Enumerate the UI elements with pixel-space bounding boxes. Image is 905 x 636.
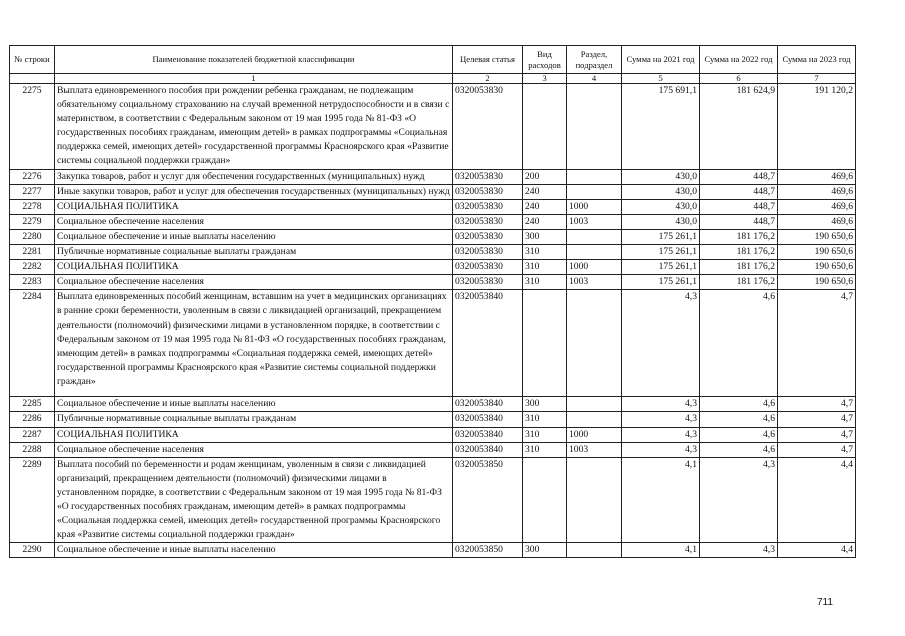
expense-type-code: 310 bbox=[523, 275, 567, 290]
table-row bbox=[10, 260, 856, 275]
sum-2021: 175 691,1 bbox=[622, 84, 700, 170]
sum-2022: 4,3 bbox=[700, 543, 778, 558]
expense-type-code: 300 bbox=[523, 543, 567, 558]
header-expense-type: Вид расходов bbox=[523, 46, 567, 74]
table-row bbox=[10, 169, 856, 184]
section-code bbox=[567, 245, 622, 260]
section-code: 1000 bbox=[567, 199, 622, 214]
sum-2021: 175 261,1 bbox=[622, 275, 700, 290]
table-row bbox=[10, 275, 856, 290]
table-row bbox=[10, 84, 856, 170]
sum-2023: 4,4 bbox=[778, 543, 856, 558]
indicator-name: Социальное обеспечение и иные выплаты населению bbox=[55, 229, 453, 244]
row-number: 2289 bbox=[10, 457, 55, 543]
row-number: 2286 bbox=[10, 412, 55, 427]
table-body bbox=[10, 84, 856, 558]
target-item-code: 0320053830 bbox=[453, 214, 523, 229]
expense-type-code bbox=[523, 457, 567, 543]
target-item-code: 0320053840 bbox=[453, 412, 523, 427]
expense-type-code: 310 bbox=[523, 245, 567, 260]
table-row bbox=[10, 442, 856, 457]
section-code: 1000 bbox=[567, 260, 622, 275]
column-index-row bbox=[10, 74, 856, 84]
sum-2021: 430,0 bbox=[622, 184, 700, 199]
target-item-code: 0320053840 bbox=[453, 427, 523, 442]
sum-2022: 448,7 bbox=[700, 169, 778, 184]
row-number: 2285 bbox=[10, 397, 55, 412]
indicator-name: Публичные нормативные социальные выплаты гражданам bbox=[55, 245, 453, 260]
section-code: 1003 bbox=[567, 442, 622, 457]
sum-2021: 175 261,1 bbox=[622, 260, 700, 275]
sum-2022: 4,6 bbox=[700, 442, 778, 457]
table-row bbox=[10, 412, 856, 427]
target-item-code: 0320053840 bbox=[453, 442, 523, 457]
sum-2023: 469,6 bbox=[778, 169, 856, 184]
column-index: 6 bbox=[700, 74, 778, 84]
row-number: 2288 bbox=[10, 442, 55, 457]
column-index: 4 bbox=[567, 74, 622, 84]
table-row bbox=[10, 543, 856, 558]
sum-2023: 4,7 bbox=[778, 427, 856, 442]
expense-type-code: 300 bbox=[523, 397, 567, 412]
header-sum-2022: Сумма на 2022 год bbox=[700, 46, 778, 74]
sum-2023: 4,7 bbox=[778, 397, 856, 412]
sum-2023: 4,4 bbox=[778, 457, 856, 543]
sum-2023: 190 650,6 bbox=[778, 275, 856, 290]
sum-2022: 181 176,2 bbox=[700, 229, 778, 244]
indicator-name: Иные закупки товаров, работ и услуг для обеспечения государственных (муниципальных) нужд bbox=[55, 184, 453, 199]
expense-type-code: 240 bbox=[523, 199, 567, 214]
expense-type-code: 310 bbox=[523, 260, 567, 275]
sum-2023: 4,7 bbox=[778, 290, 856, 397]
sum-2022: 4,6 bbox=[700, 427, 778, 442]
table-row bbox=[10, 184, 856, 199]
sum-2022: 181 624,9 bbox=[700, 84, 778, 170]
sum-2022: 4,3 bbox=[700, 457, 778, 543]
sum-2021: 430,0 bbox=[622, 214, 700, 229]
target-item-code: 0320053830 bbox=[453, 169, 523, 184]
table-row bbox=[10, 245, 856, 260]
target-item-code: 0320053840 bbox=[453, 397, 523, 412]
expense-type-code: 310 bbox=[523, 442, 567, 457]
sum-2022: 448,7 bbox=[700, 214, 778, 229]
target-item-code: 0320053830 bbox=[453, 229, 523, 244]
target-item-code: 0320053830 bbox=[453, 275, 523, 290]
column-index: 3 bbox=[523, 74, 567, 84]
sum-2022: 181 176,2 bbox=[700, 260, 778, 275]
expense-type-code: 310 bbox=[523, 427, 567, 442]
sum-2022: 181 176,2 bbox=[700, 245, 778, 260]
page-number: 711 bbox=[817, 597, 833, 608]
table-row bbox=[10, 290, 856, 397]
row-number: 2287 bbox=[10, 427, 55, 442]
row-number: 2284 bbox=[10, 290, 55, 397]
sum-2021: 430,0 bbox=[622, 169, 700, 184]
target-item-code: 0320053830 bbox=[453, 199, 523, 214]
column-index: 2 bbox=[453, 74, 523, 84]
section-code bbox=[567, 290, 622, 397]
sum-2021: 4,3 bbox=[622, 412, 700, 427]
indicator-name: СОЦИАЛЬНАЯ ПОЛИТИКА bbox=[55, 199, 453, 214]
expense-type-code: 240 bbox=[523, 214, 567, 229]
target-item-code: 0320053830 bbox=[453, 184, 523, 199]
sum-2023: 4,7 bbox=[778, 412, 856, 427]
table-row bbox=[10, 427, 856, 442]
section-code bbox=[567, 169, 622, 184]
table-row bbox=[10, 457, 856, 543]
header-indicator-name: Паименование показателей бюджетной классификации bbox=[55, 46, 453, 74]
indicator-name: Социальное обеспечение и иные выплаты населению bbox=[55, 543, 453, 558]
header-row-number: № строки bbox=[10, 46, 55, 74]
sum-2021: 4,3 bbox=[622, 290, 700, 397]
expense-type-code: 200 bbox=[523, 169, 567, 184]
target-item-code: 0320053830 bbox=[453, 245, 523, 260]
indicator-name: Социальное обеспечение и иные выплаты населению bbox=[55, 397, 453, 412]
section-code bbox=[567, 184, 622, 199]
column-index: 5 bbox=[622, 74, 700, 84]
section-code: 1003 bbox=[567, 214, 622, 229]
sum-2023: 190 650,6 bbox=[778, 260, 856, 275]
header-sum-2021: Сумма на 2021 год bbox=[622, 46, 700, 74]
target-item-code: 0320053830 bbox=[453, 84, 523, 170]
target-item-code: 0320053850 bbox=[453, 457, 523, 543]
indicator-name: Закупка товаров, работ и услуг для обеспечения государственных (муниципальных) нужд bbox=[55, 169, 453, 184]
budget-table bbox=[9, 45, 856, 558]
sum-2023: 190 650,6 bbox=[778, 245, 856, 260]
sum-2021: 4,3 bbox=[622, 442, 700, 457]
row-number: 2280 bbox=[10, 229, 55, 244]
indicator-name: Социальное обеспечение населения bbox=[55, 214, 453, 229]
column-index bbox=[10, 74, 55, 84]
header-target-item: Целевая статья bbox=[453, 46, 523, 74]
column-index: 1 bbox=[55, 74, 453, 84]
row-number: 2281 bbox=[10, 245, 55, 260]
header-sum-2023: Сумма на 2023 год bbox=[778, 46, 856, 74]
expense-type-code: 310 bbox=[523, 412, 567, 427]
section-code bbox=[567, 229, 622, 244]
indicator-name: СОЦИАЛЬНАЯ ПОЛИТИКА bbox=[55, 260, 453, 275]
row-number: 2283 bbox=[10, 275, 55, 290]
sum-2021: 175 261,1 bbox=[622, 229, 700, 244]
section-code: 1000 bbox=[567, 427, 622, 442]
header-section: Раздел, подраздел bbox=[567, 46, 622, 74]
section-code bbox=[567, 457, 622, 543]
expense-type-code bbox=[523, 84, 567, 170]
sum-2023: 469,6 bbox=[778, 214, 856, 229]
sum-2022: 448,7 bbox=[700, 199, 778, 214]
header-row bbox=[10, 46, 856, 74]
sum-2021: 4,3 bbox=[622, 427, 700, 442]
row-number: 2275 bbox=[10, 84, 55, 170]
indicator-name: Публичные нормативные социальные выплаты гражданам bbox=[55, 412, 453, 427]
section-code bbox=[567, 543, 622, 558]
section-code: 1003 bbox=[567, 275, 622, 290]
sum-2021: 175 261,1 bbox=[622, 245, 700, 260]
indicator-name: Выплата пособий по беременности и родам женщинам, уволенным в связи с ликвидацией организаций, прекращением деятельности (полномочий) физическими лицами в установленном порядке, в соответствии с Федеральным законом от 19 мая 1995 года № 81-ФЗ «О государственных пособиях гражданам, имеющим детей» в рамках подпрограммы «Социальная поддержка семей, имеющих детей» государственной программы Красноярского края «Развитие системы социальной поддержки граждан» bbox=[55, 457, 453, 543]
sum-2023: 190 650,6 bbox=[778, 229, 856, 244]
indicator-name: СОЦИАЛЬНАЯ ПОЛИТИКА bbox=[55, 427, 453, 442]
section-code bbox=[567, 397, 622, 412]
row-number: 2282 bbox=[10, 260, 55, 275]
target-item-code: 0320053830 bbox=[453, 260, 523, 275]
section-code bbox=[567, 412, 622, 427]
expense-type-code: 300 bbox=[523, 229, 567, 244]
table-row bbox=[10, 229, 856, 244]
row-number: 2290 bbox=[10, 543, 55, 558]
sum-2023: 4,7 bbox=[778, 442, 856, 457]
target-item-code: 0320053840 bbox=[453, 290, 523, 397]
sum-2023: 469,6 bbox=[778, 199, 856, 214]
expense-type-code bbox=[523, 290, 567, 397]
table-row bbox=[10, 397, 856, 412]
row-number: 2278 bbox=[10, 199, 55, 214]
sum-2021: 4,3 bbox=[622, 397, 700, 412]
expense-type-code: 240 bbox=[523, 184, 567, 199]
indicator-name: Выплата единовременных пособий женщинам, вставшим на учет в медицинских организациях в ранние сроки беременности, уволенным в связи с ликвидацией организаций, прекращением деятельности (полномочий) физическими лицами в установленном порядке, в соответствии с Федеральным законом от 19 мая 1995 года № 81-ФЗ «О государственных пособиях гражданам, имеющим детей» в рамках подпрограммы «Социальная поддержка семей, имеющих детей» государственной программы Красноярского края «Развитие системы социальной поддержки граждан» bbox=[55, 290, 453, 397]
sum-2022: 4,6 bbox=[700, 412, 778, 427]
sum-2022: 448,7 bbox=[700, 184, 778, 199]
table-row bbox=[10, 214, 856, 229]
table-row bbox=[10, 199, 856, 214]
sum-2022: 4,6 bbox=[700, 290, 778, 397]
sum-2021: 4,1 bbox=[622, 457, 700, 543]
row-number: 2279 bbox=[10, 214, 55, 229]
target-item-code: 0320053850 bbox=[453, 543, 523, 558]
row-number: 2277 bbox=[10, 184, 55, 199]
indicator-name: Выплата единовременного пособия при рождении ребенка гражданам, не подлежащим обязательному социальному страхованию на случай временной нетрудоспособности и в связи с материнством, в соответствии с Федеральным законом от 19 мая 1995 года № 81-ФЗ «О государственных пособиях гражданам, имеющим детей» в рамках подпрограммы «Социальная поддержка семей, имеющих детей» государственной программы Красноярского края «Развитие системы социальной поддержки граждан» bbox=[55, 84, 453, 170]
sum-2023: 469,6 bbox=[778, 184, 856, 199]
indicator-name: Социальное обеспечение населения bbox=[55, 442, 453, 457]
sum-2022: 181 176,2 bbox=[700, 275, 778, 290]
sum-2022: 4,6 bbox=[700, 397, 778, 412]
sum-2021: 4,1 bbox=[622, 543, 700, 558]
sum-2021: 430,0 bbox=[622, 199, 700, 214]
indicator-name: Социальное обеспечение населения bbox=[55, 275, 453, 290]
column-index: 7 bbox=[778, 74, 856, 84]
row-number: 2276 bbox=[10, 169, 55, 184]
sum-2023: 191 120,2 bbox=[778, 84, 856, 170]
section-code bbox=[567, 84, 622, 170]
